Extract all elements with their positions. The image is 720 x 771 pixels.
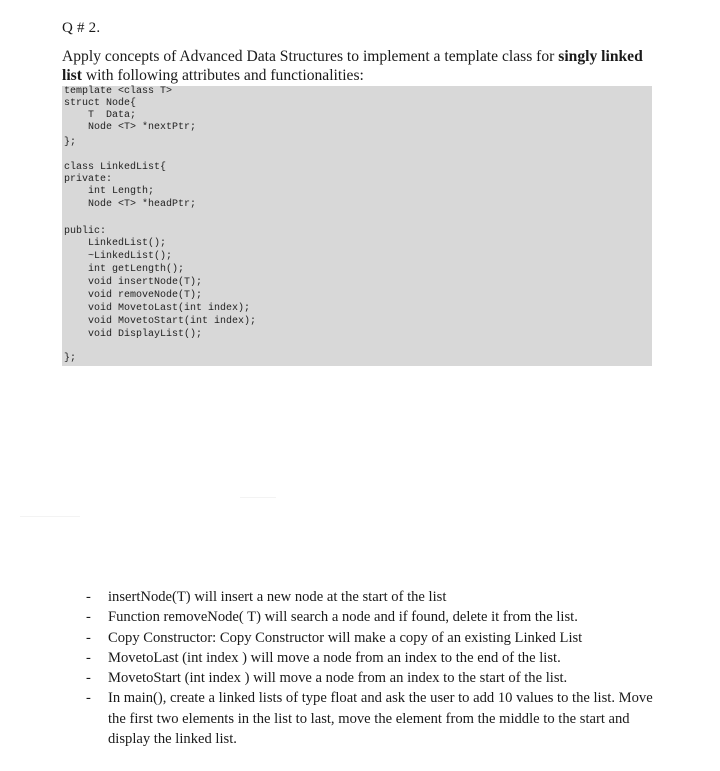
question-intro [62,47,662,85]
list-item [84,668,664,688]
bullet-dash: - [86,609,91,626]
code-line: public: [64,226,107,237]
scan-artifact [20,516,80,517]
intro-text-start: Apply concepts of Advanced Data Structures to implement a template class for [62,48,559,65]
code-line: class LinkedList{ [64,162,167,173]
code-line: void DisplayList(); [64,329,203,340]
list-item-text: insertNode(T) will insert a new node at the start of the list [108,589,447,605]
code-line: int getLength(); [64,264,185,275]
bullet-dash: - [86,589,91,605]
bullet-dash: - [86,690,91,707]
code-line: ~LinkedList(); [64,251,173,262]
list-item [84,648,664,668]
bullet-dash: - [86,670,91,687]
list-item [84,688,664,749]
list-item-text: MovetoStart (int index ) will move a node from an index to the start of the list. [108,670,568,687]
code-line: void MovetoStart(int index); [64,316,257,327]
code-line: struct Node{ [64,98,137,109]
list-item-text: Function removeNode( T) will search a node and if found, delete it from the list. [108,609,578,626]
list-item-text: In main(), create a linked lists of type float and ask the user to add 10 values to the list. Move the first two elements in the list to last, move the element from the middle to the start and display the linked list. [108,690,653,748]
scan-artifact [240,497,276,498]
intro-emphasis: singly linked list [62,48,643,84]
code-line: void MovetoLast(int index); [64,303,251,314]
code-line: Node <T> *nextPtr; [64,122,197,133]
code-line: }; [64,353,77,364]
code-line: Node <T> *headPtr; [64,199,197,210]
code-block [62,86,652,366]
intro-text-end: with following attributes and functionalities: [81,67,364,84]
code-line: T Data; [64,110,137,121]
code-line: private: [64,174,113,185]
code-line: void removeNode(T); [64,290,203,301]
code-line: void insertNode(T); [64,277,203,288]
code-line: LinkedList(); [64,238,167,249]
code-line: }; [64,137,77,148]
list-item [84,628,664,648]
requirements-list [84,587,664,749]
bullet-dash: - [86,649,91,666]
bullet-dash: - [86,629,91,646]
list-item-text: MovetoLast (int index ) will move a node from an index to the end of the list. [108,649,561,666]
list-item [84,587,664,607]
code-line: int Length; [64,186,155,197]
list-item-text: Copy Constructor: Copy Constructor will make a copy of an existing Linked List [108,629,583,646]
question-number: Q # 2. [62,20,101,36]
code-line: template <class T> [64,86,173,97]
list-item [84,607,664,627]
